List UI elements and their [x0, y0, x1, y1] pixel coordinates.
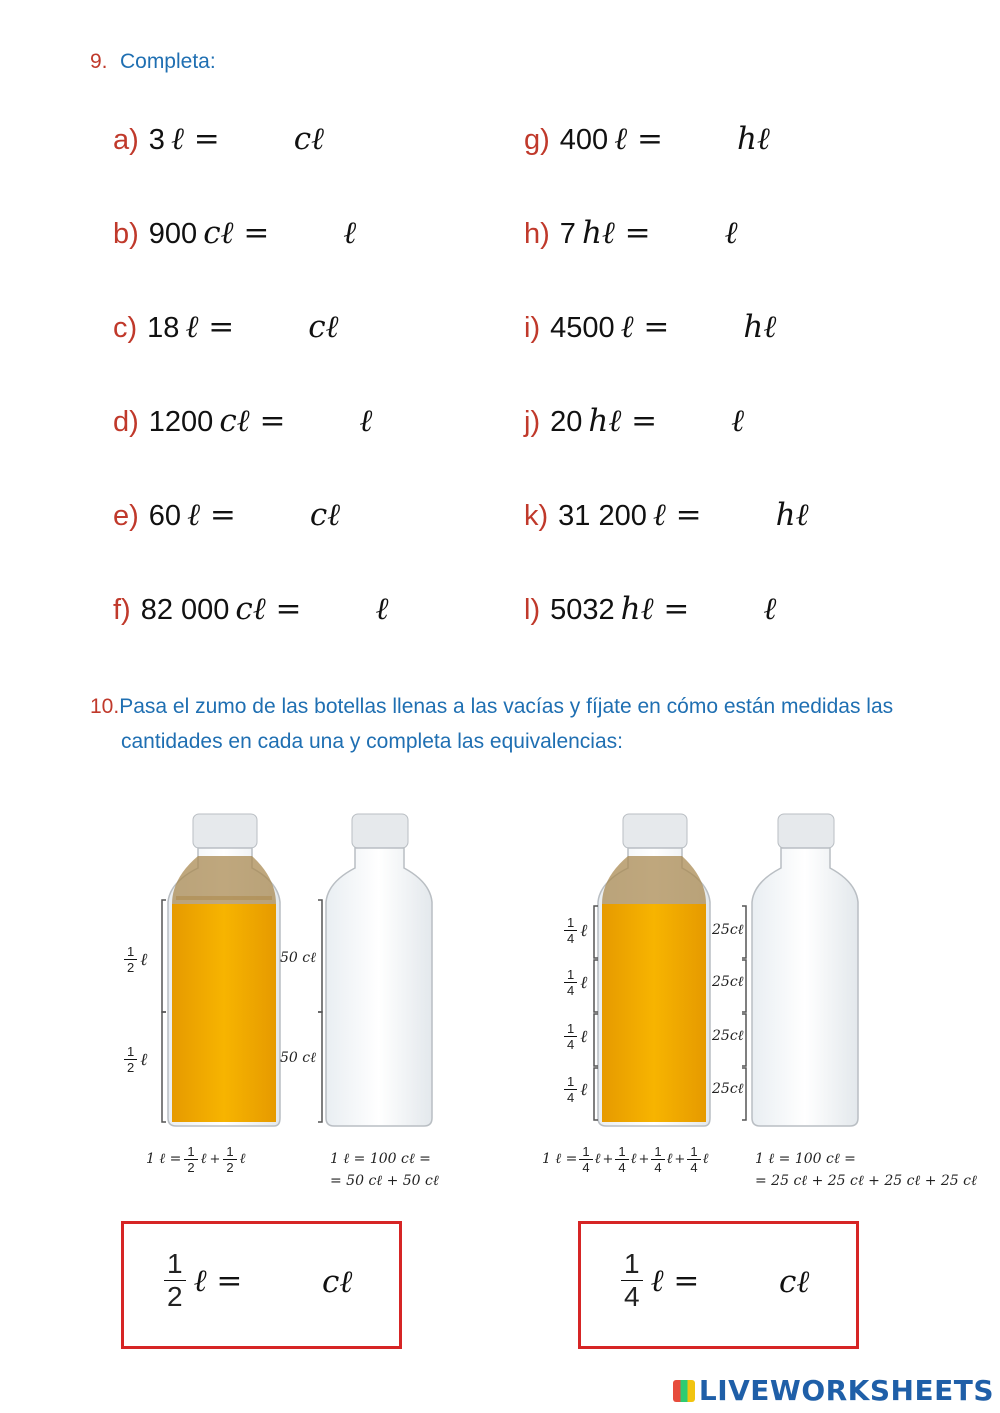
exercise-value: 900 [148, 218, 198, 250]
to-unit: cℓ [293, 121, 324, 157]
from-unit: hℓ = [620, 591, 690, 627]
from-unit: ℓ = [620, 309, 670, 345]
answer-box-half: $\frac{1}{2}$ ℓ = cℓ [121, 1221, 402, 1349]
from-unit: ℓ = [187, 497, 236, 533]
question-9-header [90, 50, 216, 74]
fraction: $\frac{1}{4}$ [564, 1074, 577, 1105]
answer-input[interactable] [657, 407, 731, 439]
exercise-label: b) [113, 218, 139, 250]
left-full-equation: 1 ℓ = $\frac{1}{2}$ ℓ + $\frac{1}{2}$ ℓ [146, 1144, 246, 1175]
from-unit: ℓ = [185, 309, 235, 345]
answer-input[interactable] [236, 501, 310, 533]
exercise-k [524, 498, 809, 533]
from-unit: hℓ = [588, 403, 658, 439]
fraction-label: $\frac{1}{4}$ ℓ [564, 967, 587, 998]
exercise-label: l) [524, 594, 541, 626]
question-10-header [90, 695, 970, 719]
logo-icon [673, 1380, 695, 1402]
answer-input-half[interactable] [269, 1268, 323, 1300]
exercise-label: e) [113, 500, 139, 532]
fraction: $\frac{1}{2}$ [124, 944, 137, 975]
fraction-label: $\frac{1}{4}$ ℓ [564, 915, 587, 946]
exercise-label: g) [524, 124, 550, 156]
exercise-value: 7 [559, 218, 576, 250]
exercise-value: 60 [148, 500, 182, 532]
fraction-label: $\frac{1}{4}$ ℓ [564, 1021, 587, 1052]
from-unit: cℓ = [219, 403, 286, 439]
exercise-value: 5032 [550, 594, 615, 626]
left-empty-equation: 1 ℓ = 100 cℓ = = 50 cℓ + 50 cℓ [330, 1151, 439, 1189]
to-unit: ℓ [375, 591, 389, 627]
from-unit: ℓ = [170, 121, 220, 157]
exercise-value: 20 [550, 406, 583, 438]
from-unit: ℓ = [614, 121, 663, 157]
answer-input[interactable] [220, 125, 294, 157]
fraction: $\frac{1}{2}$ [124, 1044, 137, 1075]
fraction-label: $\frac{1}{2}$ ℓ [124, 944, 147, 975]
fraction: $\frac{1}{4}$ [564, 1021, 577, 1052]
cl-label: 50 cℓ [280, 1050, 316, 1066]
answer-input[interactable] [285, 407, 359, 439]
answer-input-quarter[interactable] [726, 1268, 780, 1300]
fraction: $\frac{1}{2}$ [184, 1144, 197, 1175]
from-unit: ℓ = [652, 497, 702, 533]
right-full-equation: 1 ℓ = $\frac{1}{4}$ ℓ + $\frac{1}{4}$ ℓ + $\frac{1}{4}$ ℓ + $\frac{1}{4}$ ℓ [542, 1144, 709, 1175]
from-unit: hℓ = [581, 215, 651, 251]
fraction: $\frac{1}{4}$ [621, 1248, 643, 1313]
exercise-h [524, 216, 738, 251]
fraction: $\frac{1}{4}$ [564, 967, 577, 998]
exercise-value: 82 000 [140, 594, 230, 626]
empty-bottle-half [326, 814, 432, 1126]
cl-label: 50 cℓ [280, 950, 316, 966]
exercise-label: k) [524, 500, 549, 532]
exercise-value: 1200 [148, 406, 214, 438]
fraction: $\frac{1}{4}$ [651, 1144, 664, 1175]
question-number: 9. [90, 50, 108, 73]
question-text: Completa: [119, 50, 216, 73]
question-text-line1: Pasa el zumo de las botellas llenas a las vacías y fíjate en cómo están medidas las [119, 695, 894, 718]
answer-input[interactable] [663, 125, 737, 157]
exercise-l [524, 592, 776, 627]
exercise-g [524, 122, 770, 157]
to-unit: ℓ [731, 403, 745, 439]
exercise-value: 4500 [550, 312, 615, 344]
fraction-label: $\frac{1}{4}$ ℓ [564, 1074, 587, 1105]
exercise-value: 31 200 [558, 500, 647, 532]
exercise-f [113, 592, 388, 627]
exercise-b [113, 216, 356, 251]
fraction: $\frac{1}{2}$ [223, 1144, 236, 1175]
right-empty-equation: 1 ℓ = 100 cℓ = = 25 cℓ + 25 cℓ + 25 cℓ + 25 cℓ [755, 1151, 977, 1189]
fraction: $\frac{1}{4}$ [579, 1144, 592, 1175]
exercise-d [113, 404, 372, 439]
exercise-label: a) [113, 124, 139, 156]
to-unit: hℓ [736, 121, 770, 157]
to-unit: ℓ [343, 215, 357, 251]
answer-input[interactable] [302, 595, 376, 627]
to-unit: ℓ [359, 403, 373, 439]
cl-label: 25cℓ [712, 1028, 744, 1044]
cl-label: 25cℓ [712, 922, 744, 938]
exercise-value: 400 [559, 124, 609, 156]
to-unit: ℓ [724, 215, 738, 251]
question-text-line2: cantidades en cada una y completa las equivalencias: [121, 730, 623, 753]
to-unit: cℓ [309, 497, 341, 533]
fraction-label: $\frac{1}{2}$ ℓ [124, 1044, 147, 1075]
question-number: 10. [90, 695, 120, 718]
answer-input[interactable] [669, 313, 743, 345]
answer-input[interactable] [269, 219, 343, 251]
bottle-illustration [0, 800, 1000, 1200]
answer-input[interactable] [702, 501, 776, 533]
exercise-value: 18 [147, 312, 180, 344]
to-unit: ℓ [763, 591, 777, 627]
full-bottle-quarter [598, 814, 710, 1126]
answer-input[interactable] [234, 313, 308, 345]
exercise-label: f) [113, 594, 131, 626]
empty-bottle-quarter [752, 814, 858, 1126]
exercise-label: h) [524, 218, 550, 250]
to-unit: cℓ [308, 309, 339, 345]
exercise-label: d) [113, 406, 139, 438]
answer-input[interactable] [689, 595, 763, 627]
to-unit: hℓ [743, 309, 777, 345]
to-unit: hℓ [775, 497, 809, 533]
exercise-j [524, 404, 744, 439]
liveworksheets-logo: LIVEWORKSHEETS [673, 1374, 994, 1407]
cl-label: 25cℓ [712, 1081, 744, 1097]
exercise-c [113, 310, 338, 345]
full-bottle-half [168, 814, 280, 1126]
cl-label: 25cℓ [712, 974, 744, 990]
from-unit: cℓ = [203, 215, 270, 251]
fraction: $\frac{1}{4}$ [564, 915, 577, 946]
fraction: $\frac{1}{4}$ [615, 1144, 628, 1175]
exercise-a [113, 122, 324, 157]
from-unit: cℓ = [235, 591, 302, 627]
exercise-value: 3 [148, 124, 165, 156]
fraction: $\frac{1}{2}$ [164, 1248, 186, 1313]
exercise-label: i) [524, 312, 541, 344]
fraction: $\frac{1}{4}$ [687, 1144, 700, 1175]
answer-box-quarter: $\frac{1}{4}$ ℓ = cℓ [578, 1221, 859, 1349]
exercise-label: j) [524, 406, 541, 438]
answer-input[interactable] [651, 219, 725, 251]
exercise-e [113, 498, 340, 533]
exercise-label: c) [113, 312, 138, 344]
exercise-i [524, 310, 776, 345]
